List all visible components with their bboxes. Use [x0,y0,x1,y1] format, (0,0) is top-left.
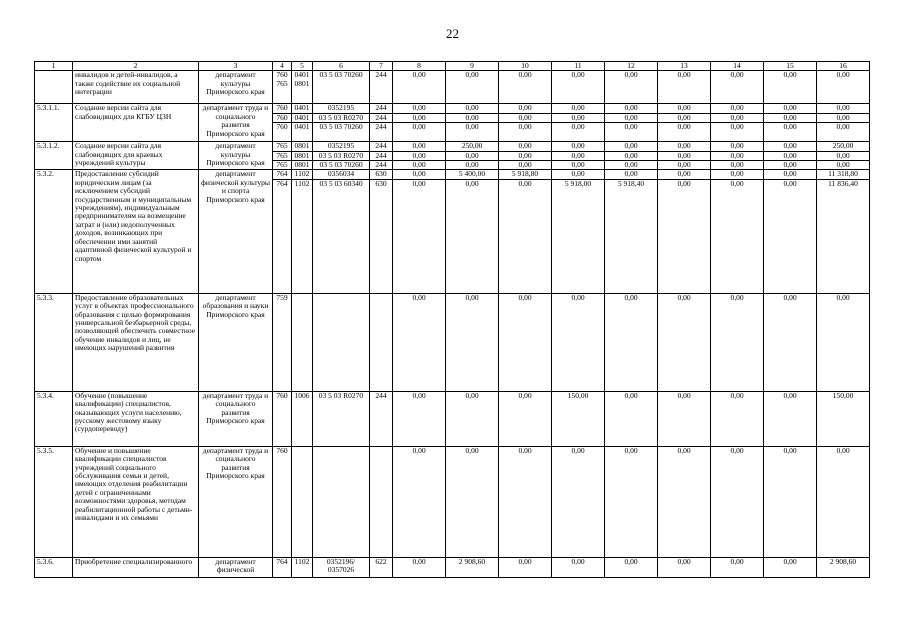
expense-type-code: 244 [370,113,393,122]
item-name: Предоставление образовательных услуг в объектах профессионального образования с целью формирования универсальной безбарьерной среды, позволяющей обеспечить совместное обучение инвалидов и лиц, не имеющих нарушений развития [73,293,199,391]
amount-col-8: 0,00 [393,170,446,179]
grbs-code: 765 [273,161,292,170]
grbs-code: 765 [273,142,292,151]
section-code: 0401 0801 [292,71,313,104]
header-cell-2: 2 [73,62,199,71]
amount-col-12: 0,00 [605,104,658,113]
amount-col-16: 11 318,80 [817,170,870,179]
target-article-code: 03 5 03 70260 [313,161,370,170]
target-article-code: 0356034 [313,170,370,179]
amount-col-15: 0,00 [764,293,817,391]
amount-col-16: 11 836,40 [817,179,870,293]
expense-type-code: 244 [370,123,393,142]
amount-col-10: 0,00 [499,446,552,557]
section-code [292,446,313,557]
amount-col-15: 0,00 [764,151,817,160]
section-code: 1102 [292,170,313,179]
amount-col-14: 0,00 [711,104,764,113]
section-code: 0801 [292,151,313,160]
target-article-code: 0352195 [313,104,370,113]
section-code [292,293,313,391]
grbs-code: 759 [273,293,292,391]
target-article-code: 03 5 03 70260 [313,123,370,142]
expense-type-code [370,293,393,391]
amount-col-11: 0,00 [552,293,605,391]
amount-col-10: 0,00 [499,71,552,104]
header-cell-15: 15 [764,62,817,71]
amount-col-12: 0,00 [605,293,658,391]
table-row [35,142,870,151]
amount-col-16: 2 908,60 [817,557,870,577]
amount-col-13: 0,00 [658,113,711,122]
amount-col-15: 0,00 [764,142,817,151]
expense-type-code: 244 [370,142,393,151]
expense-type-code: 630 [370,179,393,293]
amount-col-14: 0,00 [711,113,764,122]
amount-col-10: 0,00 [499,104,552,113]
amount-col-9: 0,00 [446,71,499,104]
item-department: департамент физической культуры и спорта Приморского края [199,170,273,293]
header-cell-4: 4 [273,62,292,71]
amount-col-8: 0,00 [393,123,446,142]
target-article-code: 03 5 03 R0270 [313,113,370,122]
amount-col-11: 0,00 [552,113,605,122]
amount-col-14: 0,00 [711,161,764,170]
amount-col-14: 0,00 [711,446,764,557]
amount-col-16: 0,00 [817,123,870,142]
amount-col-9: 250,00 [446,142,499,151]
amount-col-13: 0,00 [658,71,711,104]
amount-col-11: 5 918,00 [552,179,605,293]
header-cell-12: 12 [605,62,658,71]
amount-col-16: 0,00 [817,151,870,160]
grbs-code: 764 [273,557,292,577]
amount-col-11: 0,00 [552,104,605,113]
amount-col-10: 0,00 [499,151,552,160]
amount-col-12: 0,00 [605,161,658,170]
grbs-code: 760 [273,391,292,446]
amount-col-9: 5 400,00 [446,170,499,179]
amount-col-8: 0,00 [393,113,446,122]
header-cell-10: 10 [499,62,552,71]
amount-col-12: 0,00 [605,123,658,142]
section-code: 0801 [292,161,313,170]
grbs-code: 760 [273,113,292,122]
amount-col-9: 0,00 [446,179,499,293]
table-row [35,71,870,104]
amount-col-15: 0,00 [764,170,817,179]
item-name: Обучение и повышение квалификации специалистов учреждений социального обслуживания семьи и детей, имеющих отделения реабилитации детей с ограниченными возможностями здоровья, методам реабилитационной работы с детьми-инвалидами и их семьями [73,446,199,557]
amount-col-9: 0,00 [446,151,499,160]
amount-col-12: 0,00 [605,113,658,122]
item-department: департамент труда и социального развития Приморского края [199,391,273,446]
amount-col-15: 0,00 [764,113,817,122]
amount-col-10: 5 918,80 [499,170,552,179]
amount-col-16: 0,00 [817,446,870,557]
amount-col-13: 0,00 [658,104,711,113]
amount-col-9: 0,00 [446,123,499,142]
header-cell-5: 5 [292,62,313,71]
item-code: 5.3.2. [35,170,73,293]
amount-col-14: 0,00 [711,170,764,179]
item-code: 5.3.1.1. [35,104,73,142]
amount-col-13: 0,00 [658,151,711,160]
target-article-code: 0352195 [313,142,370,151]
target-article-code: 0352196/ 0357026 [313,557,370,577]
amount-col-13: 0,00 [658,293,711,391]
item-name: инвалидов и детей-инвалидов, а также содействие их социальной интеграции [73,71,199,104]
item-department: департамент труда и социального развития Приморского края [199,446,273,557]
amount-col-9: 0,00 [446,161,499,170]
amount-col-13: 0,00 [658,179,711,293]
amount-col-10: 0,00 [499,293,552,391]
amount-col-8: 0,00 [393,557,446,577]
amount-col-12: 0,00 [605,391,658,446]
amount-col-10: 0,00 [499,179,552,293]
amount-col-16: 0,00 [817,293,870,391]
amount-col-8: 0,00 [393,142,446,151]
amount-col-16: 250,00 [817,142,870,151]
header-cell-3: 3 [199,62,273,71]
grbs-code: 764 [273,170,292,179]
section-code: 1006 [292,391,313,446]
item-name: Предоставление субсидий юридическим лицам (за исключением субсидий государственным и муниципальным учреждениям), индивидуальным предпринимателям на возмещение затрат и (или) недополученных доходов, возникающих при обеспечении ими занятий адаптивной физической культурой и спортом [73,170,199,293]
grbs-code: 765 [273,151,292,160]
amount-col-9: 2 908,60 [446,557,499,577]
grbs-code: 760 [273,104,292,113]
amount-col-11: 150,00 [552,391,605,446]
amount-col-12: 0,00 [605,142,658,151]
expense-type-code: 244 [370,104,393,113]
amount-col-9: 0,00 [446,446,499,557]
amount-col-8: 0,00 [393,391,446,446]
item-code [35,71,73,104]
amount-col-13: 0,00 [658,557,711,577]
amount-col-15: 0,00 [764,179,817,293]
target-article-code [313,293,370,391]
table-row [35,293,870,391]
amount-col-16: 0,00 [817,113,870,122]
section-code: 1102 [292,557,313,577]
amount-col-12: 0,00 [605,446,658,557]
amount-col-8: 0,00 [393,104,446,113]
grbs-code: 760 [273,446,292,557]
amount-col-10: 0,00 [499,391,552,446]
amount-col-15: 0,00 [764,123,817,142]
table-row [35,446,870,557]
amount-col-16: 150,00 [817,391,870,446]
amount-col-8: 0,00 [393,161,446,170]
header-cell-9: 9 [446,62,499,71]
amount-col-14: 0,00 [711,391,764,446]
table-row [35,557,870,577]
expense-type-code: 244 [370,71,393,104]
header-cell-7: 7 [370,62,393,71]
amount-col-10: 0,00 [499,557,552,577]
amount-col-16: 0,00 [817,71,870,104]
item-department: департамент физической [199,557,273,577]
grbs-code: 764 [273,179,292,293]
item-code: 5.3.6. [35,557,73,577]
grbs-code: 760 [273,123,292,142]
amount-col-15: 0,00 [764,391,817,446]
item-code: 5.3.1.2. [35,142,73,170]
target-article-code: 03 5 03 R0270 [313,151,370,160]
item-name: Обучение (повышение квалификации) специалистов, оказывающих услуги населению, русскому жестовому языку (сурдопереводу) [73,391,199,446]
amount-col-12: 0,00 [605,151,658,160]
amount-col-11: 0,00 [552,142,605,151]
amount-col-8: 0,00 [393,179,446,293]
amount-col-10: 0,00 [499,123,552,142]
amount-col-9: 0,00 [446,391,499,446]
item-code: 5.3.3. [35,293,73,391]
amount-col-11: 0,00 [552,151,605,160]
section-code: 0801 [292,142,313,151]
item-department: департамент труда и социального развития Приморского края [199,104,273,142]
amount-col-10: 0,00 [499,161,552,170]
item-code: 5.3.4. [35,391,73,446]
item-code: 5.3.5. [35,446,73,557]
target-article-code: 03 5 03 R0270 [313,391,370,446]
amount-col-14: 0,00 [711,179,764,293]
amount-col-8: 0,00 [393,151,446,160]
header-cell-8: 8 [393,62,446,71]
amount-col-11: 0,00 [552,161,605,170]
header-cell-6: 6 [313,62,370,71]
item-department: департамент образования и науки Приморского края [199,293,273,391]
target-article-code [313,446,370,557]
expense-type-code: 244 [370,161,393,170]
item-name: Создание версии сайта для слабовидящих для краевых учреждений культуры [73,142,199,170]
amount-col-10: 0,00 [499,142,552,151]
amount-col-11: 0,00 [552,557,605,577]
header-cell-16: 16 [817,62,870,71]
expense-type-code: 630 [370,170,393,179]
grbs-code: 760 765 [273,71,292,104]
table-row [35,104,870,113]
amount-col-14: 0,00 [711,142,764,151]
amount-col-11: 0,00 [552,71,605,104]
amount-col-13: 0,00 [658,161,711,170]
amount-col-11: 0,00 [552,446,605,557]
amount-col-15: 0,00 [764,161,817,170]
section-code: 0401 [292,104,313,113]
table-row [35,170,870,179]
budget-table [34,61,870,578]
header-cell-13: 13 [658,62,711,71]
amount-col-11: 0,00 [552,123,605,142]
item-name: Создание версии сайта для слабовидящих для КГБУ ЦЗН [73,104,199,142]
amount-col-13: 0,00 [658,446,711,557]
amount-col-8: 0,00 [393,293,446,391]
section-code: 0401 [292,123,313,142]
target-article-code: 03 5 03 60340 [313,179,370,293]
amount-col-13: 0,00 [658,391,711,446]
amount-col-11: 0,00 [552,170,605,179]
amount-col-16: 0,00 [817,161,870,170]
section-code: 1102 [292,179,313,293]
expense-type-code: 244 [370,151,393,160]
amount-col-9: 0,00 [446,293,499,391]
header-cell-14: 14 [711,62,764,71]
amount-col-13: 0,00 [658,170,711,179]
amount-col-15: 0,00 [764,557,817,577]
amount-col-16: 0,00 [817,104,870,113]
amount-col-8: 0,00 [393,446,446,557]
amount-col-14: 0,00 [711,557,764,577]
target-article-code: 03 5 03 70260 [313,71,370,104]
amount-col-12: 0,00 [605,71,658,104]
section-code: 0401 [292,113,313,122]
amount-col-15: 0,00 [764,71,817,104]
amount-col-12: 5 918,40 [605,179,658,293]
amount-col-9: 0,00 [446,104,499,113]
header-cell-1: 1 [35,62,73,71]
amount-col-15: 0,00 [764,104,817,113]
amount-col-8: 0,00 [393,71,446,104]
expense-type-code [370,446,393,557]
amount-col-12: 0,00 [605,557,658,577]
table-row [35,391,870,446]
header-row [35,62,870,71]
amount-col-12: 0,00 [605,170,658,179]
header-cell-11: 11 [552,62,605,71]
item-name: Приобретение специализированного [73,557,199,577]
amount-col-15: 0,00 [764,446,817,557]
page-number: 22 [446,26,459,41]
expense-type-code: 244 [370,391,393,446]
amount-col-9: 0,00 [446,113,499,122]
amount-col-14: 0,00 [711,71,764,104]
amount-col-14: 0,00 [711,123,764,142]
item-department: департамент культуры Приморского края [199,142,273,170]
item-department: департамент культуры Приморского края [199,71,273,104]
amount-col-13: 0,00 [658,142,711,151]
amount-col-14: 0,00 [711,151,764,160]
amount-col-13: 0,00 [658,123,711,142]
amount-col-14: 0,00 [711,293,764,391]
amount-col-10: 0,00 [499,113,552,122]
expense-type-code: 622 [370,557,393,577]
